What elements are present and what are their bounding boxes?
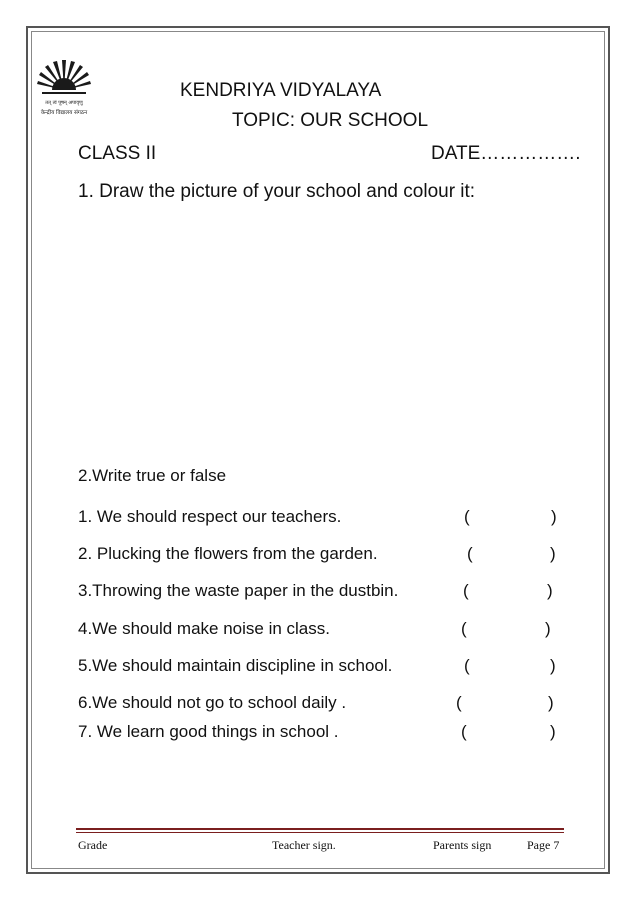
drawing-area[interactable] [78,215,558,455]
footer-rule-thick [76,828,564,830]
class-label: CLASS II [78,143,157,164]
answer-blank-6[interactable] [468,690,544,714]
answer-open-paren-1: ( [464,507,470,526]
statement-4: 4.We should make noise in class. [78,619,330,638]
answer-close-paren-2: ) [550,544,556,563]
answer-blank-2[interactable] [479,541,547,565]
answer-open-paren-7: ( [461,722,467,741]
statement-1: 1. We should respect our teachers. [78,507,342,526]
question-1-prompt: 1. Draw the picture of your school and colour it: [78,181,476,202]
statement-7: 7. We learn good things in school . [78,722,339,741]
answer-close-paren-7: ) [550,722,556,741]
statement-5: 5.We should maintain discipline in school. [78,656,393,675]
school-name: KENDRIYA VIDYALAYA [180,80,382,101]
topic-title: TOPIC: OUR SCHOOL [232,110,429,131]
answer-open-paren-4: ( [461,619,467,638]
answer-close-paren-4: ) [545,619,551,638]
sunburst-emblem-icon [36,52,92,122]
answer-blank-4[interactable] [473,616,541,640]
date-field: DATE……………. [431,143,581,164]
footer-teacher-sign: Teacher sign. [272,838,336,852]
answer-open-paren-5: ( [464,656,470,675]
footer-grade: Grade [78,838,108,852]
statement-3: 3.Throwing the waste paper in the dustbin. [78,581,399,600]
statement-6: 6.We should not go to school daily . [78,693,347,712]
footer-page-number: Page 7 [527,838,560,852]
question-2-heading: 2.Write true or false [78,466,227,485]
footer-parents-sign: Parents sign [433,838,492,852]
answer-open-paren-3: ( [463,581,469,600]
logo-org-name: केन्द्रीय विद्यालय संगठन [40,110,88,116]
answer-open-paren-2: ( [467,544,473,563]
answer-blank-3[interactable] [475,578,543,602]
statement-2: 2. Plucking the flowers from the garden. [78,544,378,563]
answer-close-paren-5: ) [550,656,556,675]
logo-motto: तत् त्वं पूषन् अपावृणु [45,100,83,106]
answer-blank-1[interactable] [476,504,548,528]
answer-blank-7[interactable] [473,719,546,743]
answer-close-paren-6: ) [548,693,554,712]
answer-open-paren-6: ( [456,693,462,712]
answer-close-paren-1: ) [551,507,557,526]
answer-blank-5[interactable] [476,653,546,677]
footer-rule-thin [76,832,564,833]
answer-close-paren-3: ) [547,581,553,600]
